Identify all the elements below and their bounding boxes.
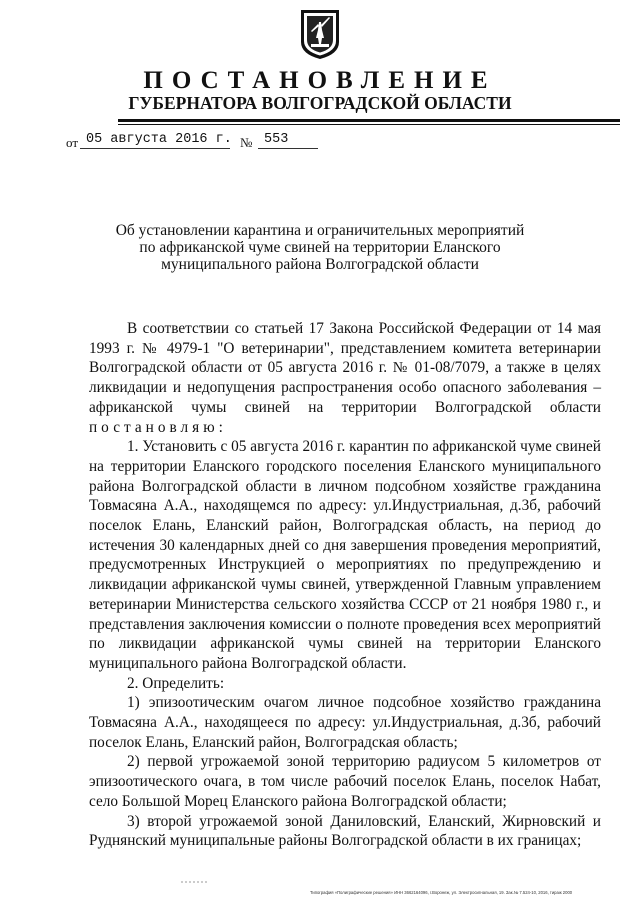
header-rule-thin bbox=[118, 124, 620, 125]
issuer-title: ГУБЕРНАТОРА ВОЛГОГРАДСКОЙ ОБЛАСТИ bbox=[128, 93, 512, 113]
preamble-paragraph bbox=[89, 319, 601, 437]
subject-line-1: Об установлении карантина и ограничительных мероприятий bbox=[115, 222, 525, 239]
item-2-2: 2) первой угрожаемой зоной территорию радиусом 5 километров от эпизоотического очага, в том числе рабочий поселок Елань, поселок Набат, село Большой Морец Еланского района Волгоградской области; bbox=[89, 753, 601, 810]
item-2-3: 3) второй угрожаемой зоной Даниловский, Еланский, Жирновский и Руднянский муниципальные районы Волгоградской области в их границах; bbox=[89, 812, 601, 850]
item-2-1: 1) эпизоотическим очагом личное подсобное хозяйство гражданина Товмасяна А.А., находящееся по адресу: ул.Индустриальная, д.3б, рабочий поселок Елань, Еланский район, Волгоградская область; bbox=[89, 694, 601, 751]
number-prefix: № bbox=[240, 135, 253, 150]
document-type-title: ПОСТАНОВЛЕНИЕ bbox=[143, 67, 497, 94]
number-underline bbox=[258, 148, 318, 149]
subject-line-3: муниципального района Волгоградской области bbox=[161, 256, 479, 273]
header-rule-thick bbox=[118, 119, 620, 122]
document-body bbox=[89, 319, 601, 851]
printer-imprint: Типография «Полиграфические решения» ИНН 3662164096, г.Воронеж, ул. Электросигнальная, 19. Зак.№ 7.524-10, 2016, тираж 2000 bbox=[310, 890, 573, 895]
volgograd-emblem-icon bbox=[299, 8, 341, 60]
scan-artifact-icon bbox=[181, 880, 207, 884]
item-2: 2. Определить: bbox=[127, 674, 225, 692]
number-value: 553 bbox=[264, 132, 289, 147]
item-1: 1. Установить с 05 августа 2016 г. карантин по африканской чуме свиней на территории Еланского городского поселения Еланского муниципального района Волгоградской области в личном подсобном хозяйстве гражданина Товмасяна А.А., находящемся по адресу: ул.Индустриальная, д.3б, рабочий поселок Елань, Еланский район, Волгоградская область, на период до истечения 30 календарных дней со дня завершения проведения мероприятий, предусмотренных Инструкцией о мероприятиях по предупреждению и ликвидации африканской чумы свиней, утвержденной Главным управлением ветеринарии Министерства сельского хозяйства СССР от 21 ноября 1980 г., и представления заключения комиссии о полноте проведения всех мероприятий по ликвидации африканской чумы свиней на территории Еланского муниципального района Волгоградской области. bbox=[89, 438, 601, 672]
date-prefix: от bbox=[66, 135, 79, 150]
decree-word: постановляю: bbox=[89, 418, 227, 436]
date-value: 05 августа 2016 г. bbox=[86, 132, 232, 147]
subject-line-2: по африканской чуме свиней на территории Еланского bbox=[139, 239, 501, 256]
date-underline bbox=[80, 148, 230, 149]
document-subject bbox=[100, 222, 540, 273]
preamble-text: В соответствии со статьей 17 Закона Российской Федерации от 14 мая 1993 г. № 4979-1 "О ветеринарии", представлением комитета ветеринарии Волгоградской области от 05 августа 2016 г. № 01-08/7079, а также в целях ликвидации и недопущения распространения особо опасного заболевания – африканской чумы свиней на территории Волгоградской области bbox=[89, 320, 601, 416]
